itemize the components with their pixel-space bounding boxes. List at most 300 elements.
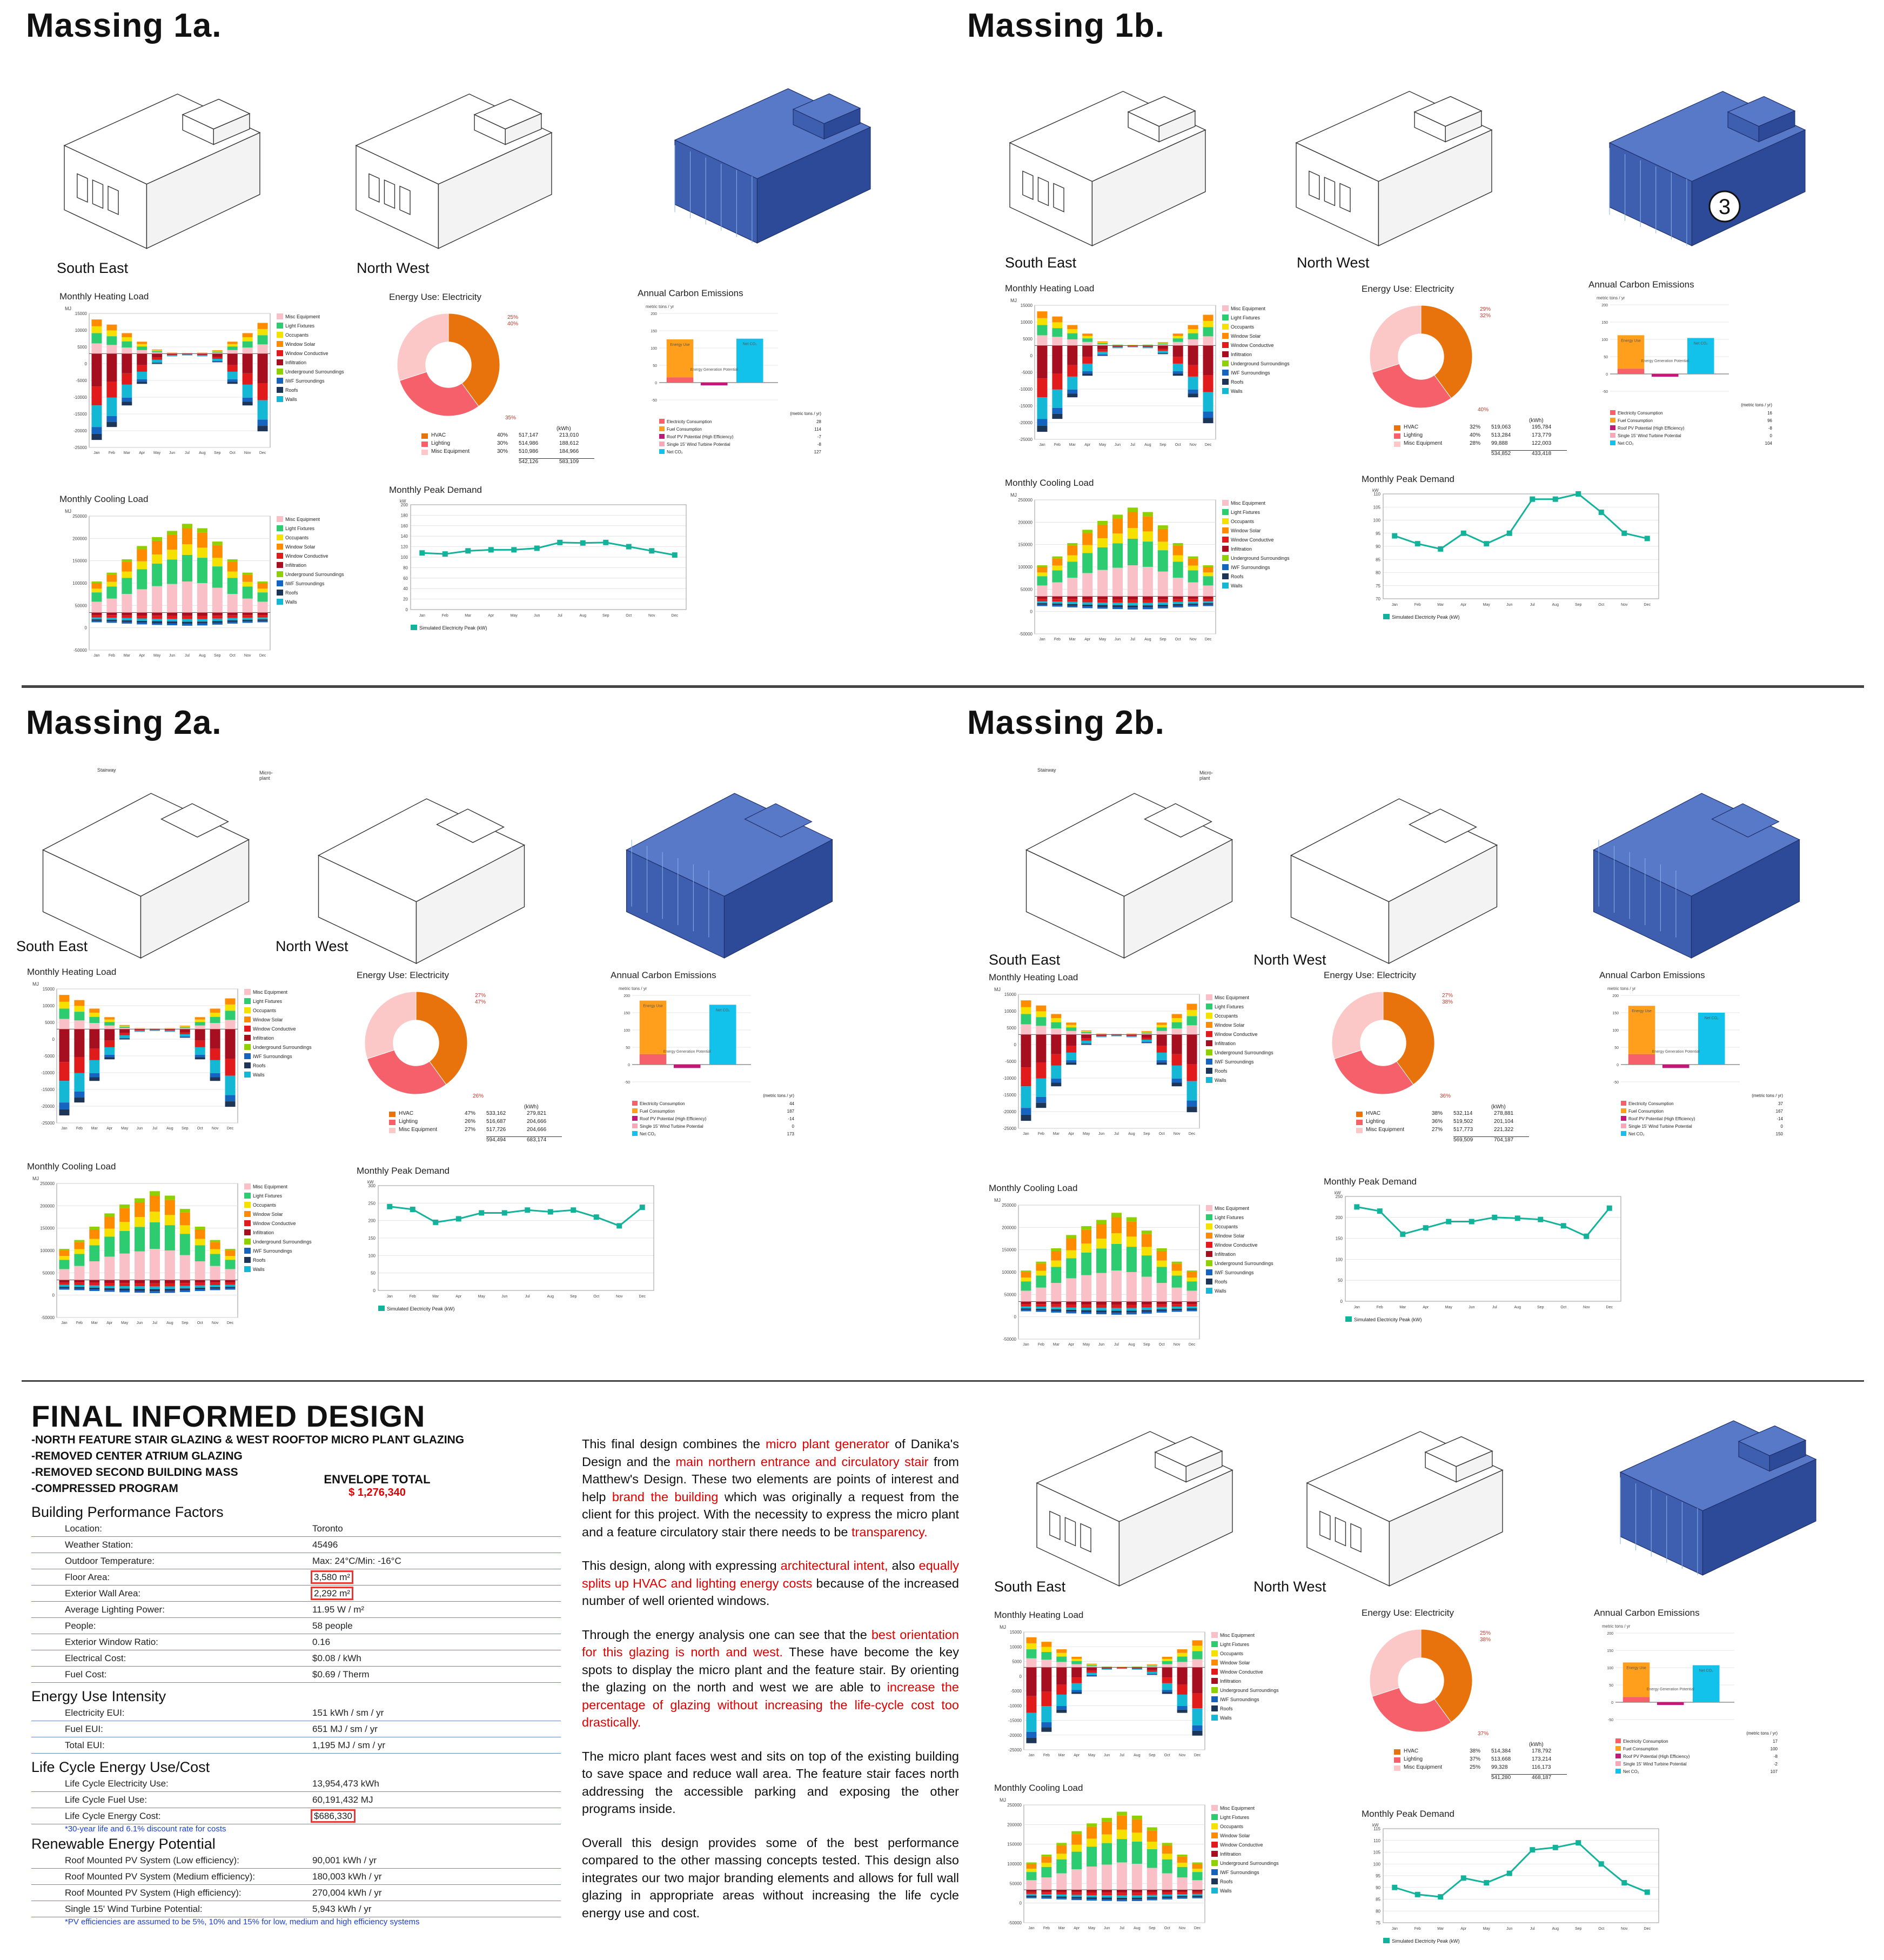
row-key: Life Cycle Electricity Use: — [65, 1778, 169, 1789]
carbon-bar — [1618, 369, 1645, 374]
y-tick: 60 — [403, 576, 408, 581]
legend-swatch — [1211, 1696, 1218, 1702]
bar-segment — [1187, 1307, 1197, 1309]
bar-segment — [1127, 1302, 1137, 1305]
x-tick: Dec — [1188, 1132, 1196, 1136]
bar-segment — [1147, 1667, 1157, 1668]
bar-segment — [89, 1013, 99, 1017]
bar-segment — [1158, 607, 1168, 608]
bar-segment — [165, 1200, 175, 1215]
table-value: -8 — [1773, 1754, 1778, 1759]
bar-segment — [1203, 327, 1213, 336]
x-tick: Apr — [1068, 1343, 1075, 1347]
bar-segment — [1021, 1281, 1031, 1290]
x-tick: Apr — [1084, 638, 1091, 641]
bar-segment — [1096, 1034, 1107, 1035]
row-value: 213,010 — [559, 432, 579, 438]
legend-swatch — [1211, 1715, 1218, 1721]
x-tick: Sep — [1149, 1754, 1156, 1757]
bar-segment — [197, 547, 207, 558]
bar-segment — [1111, 1308, 1122, 1311]
bar-label: Energy Generation Potential — [663, 1050, 711, 1054]
bar-segment — [243, 587, 253, 599]
row-key: Electrical Cost: — [65, 1653, 126, 1663]
bar-segment — [1172, 1014, 1182, 1018]
legend-swatch — [1615, 1754, 1621, 1758]
bar-segment — [1081, 1310, 1091, 1312]
table-value: 173 — [787, 1132, 794, 1136]
peak-point — [616, 1223, 622, 1228]
x-tick: May — [478, 1295, 485, 1299]
performance-row — [31, 1852, 561, 1869]
legend-swatch — [244, 1035, 251, 1041]
bar-segment — [152, 621, 162, 623]
bar-segment — [1157, 1311, 1167, 1313]
legend-swatch — [277, 378, 283, 384]
building-energy-model — [1594, 793, 1800, 958]
bar-segment — [1052, 599, 1062, 601]
y-tick: 115 — [1373, 1827, 1380, 1831]
bar-segment — [1051, 1283, 1061, 1301]
row-key: Total EUI: — [65, 1740, 105, 1750]
bar-segment — [152, 363, 162, 364]
bar-segment — [195, 1283, 205, 1286]
bar-segment — [1157, 1025, 1167, 1027]
x-tick: Sep — [214, 451, 221, 455]
bar-segment — [59, 1062, 69, 1081]
bar-segment — [104, 1029, 115, 1040]
row-value-text: 151 kWh / sm / yr — [312, 1708, 384, 1718]
legend-swatch — [1222, 351, 1229, 357]
bar-segment — [1117, 1892, 1127, 1895]
bar-segment — [1142, 1277, 1152, 1302]
bar-segment — [1172, 1271, 1182, 1276]
x-tick: Mar — [1069, 638, 1076, 641]
bar-segment — [1127, 1310, 1137, 1313]
bar-segment — [1188, 605, 1198, 607]
bar-segment — [1143, 345, 1153, 346]
table-value: 37 — [1778, 1101, 1783, 1106]
table-value: -14 — [788, 1116, 794, 1121]
bar-segment — [210, 1266, 220, 1280]
bar-segment — [119, 1208, 130, 1222]
x-tick: Jul — [1130, 638, 1135, 641]
row-value: 513,284 — [1491, 432, 1511, 438]
bar-segment — [150, 1249, 160, 1280]
row-value-text: 0.16 — [312, 1637, 331, 1647]
bar-segment — [137, 550, 147, 561]
x-tick: Sep — [1575, 603, 1582, 607]
x-tick: Apr — [1460, 1927, 1467, 1931]
bar-segment — [1021, 1115, 1031, 1121]
bar-segment — [150, 1191, 160, 1195]
x-tick: Jul — [1492, 1306, 1497, 1309]
bar-segment — [1041, 1856, 1051, 1863]
legend-swatch — [277, 369, 283, 374]
bar-segment — [1173, 364, 1183, 371]
x-tick: May — [1483, 603, 1490, 607]
building-energy-model — [675, 89, 870, 243]
y-tick: 200 — [400, 503, 408, 507]
y-tick: 250000 — [1007, 1803, 1022, 1808]
bar-segment — [1117, 1890, 1127, 1892]
x-tick: Aug — [1144, 443, 1151, 447]
y-tick: 70 — [1376, 597, 1380, 601]
bar-segment — [122, 385, 132, 398]
bar-segment — [1087, 1823, 1097, 1827]
legend-swatch — [1211, 1650, 1218, 1656]
x-tick: Mar — [1069, 443, 1076, 447]
bar-segment — [197, 624, 207, 626]
heating-load-chart — [65, 306, 344, 455]
bar-segment — [195, 1041, 205, 1047]
x-tick: May — [1483, 1927, 1490, 1931]
x-tick: Jun — [1098, 1343, 1105, 1347]
performance-row — [31, 1586, 561, 1602]
bar-segment — [243, 618, 253, 620]
bar-segment — [1041, 1897, 1051, 1898]
row-value-text: $0.08 / kWh — [312, 1653, 361, 1663]
bar-segment — [1051, 1066, 1061, 1079]
y-tick: 0 — [405, 607, 408, 612]
electricity-title: Energy Use: Electricity — [357, 970, 449, 980]
bar-segment — [182, 613, 192, 616]
y-tick: 50 — [1338, 1278, 1343, 1283]
bar-segment — [104, 1236, 115, 1256]
body-text: Through the energy analysis one can see that the — [582, 1627, 871, 1642]
pct-label: 38% — [1442, 999, 1453, 1005]
bar-segment — [1172, 1054, 1182, 1066]
y-tick: 50000 — [1009, 1881, 1022, 1887]
y-tick: 0 — [1030, 609, 1032, 614]
emphasis-text: equally splits up HVAC and lighting energy costs — [582, 1558, 960, 1590]
bar-segment — [243, 613, 253, 616]
bar-segment — [1041, 1652, 1051, 1660]
y-tick: -50 — [1613, 1081, 1619, 1085]
legend-swatch — [1621, 1116, 1626, 1121]
bar-segment — [1177, 1649, 1188, 1653]
y-tick: 0 — [1019, 1901, 1022, 1906]
bar-segment — [1056, 1656, 1067, 1662]
bar-segment — [1051, 1302, 1061, 1305]
bar-segment — [104, 1283, 115, 1286]
legend-label: IWF Surroundings — [1231, 565, 1270, 570]
window — [1023, 171, 1033, 199]
legend-swatch — [277, 341, 283, 347]
y-tick: -15000 — [1019, 404, 1032, 409]
x-tick: Jan — [1028, 1926, 1035, 1930]
bar-segment — [1037, 585, 1047, 596]
bar-segment — [1051, 1018, 1061, 1022]
table-value: -7 — [817, 434, 821, 439]
peak-point — [1484, 1880, 1489, 1885]
bar-segment — [1051, 1307, 1061, 1309]
bar-segment — [106, 573, 117, 575]
bar-segment — [122, 562, 132, 572]
row-value: 510,986 — [519, 449, 539, 454]
peak-point — [1392, 533, 1397, 539]
bar-segment — [1203, 585, 1213, 596]
bar-segment — [227, 618, 238, 620]
unit-label: MJ — [1000, 1624, 1006, 1630]
row-value-text: Max: 24°C/Min: -16°C — [312, 1556, 401, 1566]
y-tick: 0 — [1030, 353, 1032, 358]
legend-swatch — [421, 433, 428, 439]
row-value — [312, 1792, 561, 1808]
legend-swatch — [277, 350, 283, 356]
bar-segment — [1051, 1014, 1061, 1018]
bar-segment — [210, 1287, 220, 1289]
bar-segment — [1142, 1234, 1152, 1247]
panel-graphics — [0, 697, 918, 1362]
x-tick: Jun — [1114, 638, 1121, 641]
row-key: Roof Mounted PV System (Medium efficiency): — [65, 1871, 256, 1882]
bar-segment — [59, 995, 69, 1002]
x-tick: Nov — [616, 1295, 623, 1299]
bar-segment — [1071, 1661, 1082, 1664]
peak-point — [1438, 1894, 1443, 1899]
y-tick: 250000 — [40, 1181, 55, 1186]
bar-segment — [152, 363, 162, 364]
bar-segment — [135, 1283, 145, 1286]
x-tick: Jan — [93, 654, 100, 658]
bar-segment — [59, 1269, 69, 1280]
bar-segment — [243, 582, 253, 587]
legend-swatch — [1222, 518, 1229, 524]
bar-segment — [59, 1029, 69, 1062]
bar-segment — [225, 1250, 236, 1256]
legend-label: Roofs — [1215, 1279, 1228, 1285]
bar-segment — [243, 573, 253, 575]
bar-segment — [1117, 1862, 1127, 1890]
bar-segment — [1192, 1640, 1203, 1645]
bar-segment — [59, 1256, 69, 1260]
peak-point — [1392, 1885, 1397, 1890]
bar-segment — [197, 355, 207, 356]
bar-segment — [1132, 1816, 1142, 1819]
bar-segment — [1128, 565, 1138, 596]
bar-segment — [227, 613, 238, 616]
bar-segment — [1036, 1062, 1046, 1079]
bar-segment — [1157, 1062, 1167, 1065]
unit-label: metric tons / yr — [1602, 1624, 1631, 1629]
bar-segment — [1143, 607, 1153, 610]
x-tick: Mar — [432, 1295, 439, 1299]
x-tick: Nov — [211, 1321, 219, 1325]
cooling-title: Monthly Cooling Load — [989, 1183, 1078, 1193]
pct-label: 25% — [1480, 1630, 1491, 1636]
legend-swatch — [1211, 1641, 1218, 1647]
heating-title: Monthly Heating Load — [27, 967, 117, 977]
bar-segment — [1087, 1895, 1097, 1897]
bar-segment — [1132, 1864, 1142, 1890]
x-tick: Jun — [1114, 443, 1121, 447]
x-tick: Sep — [1575, 1927, 1582, 1931]
bar-segment — [1203, 605, 1213, 606]
bar-segment — [74, 1012, 84, 1020]
legend-swatch — [1610, 425, 1615, 430]
bar-segment — [150, 1287, 160, 1289]
bar-segment — [89, 1280, 99, 1283]
performance-row — [31, 1776, 561, 1792]
table-row — [389, 1111, 567, 1119]
bar-segment — [1087, 1664, 1097, 1665]
bar-segment — [1087, 1838, 1097, 1847]
y-tick: 10000 — [1004, 1009, 1016, 1014]
bar-segment — [243, 347, 253, 353]
performance-row — [31, 1705, 561, 1721]
x-tick: Oct — [229, 451, 236, 455]
bar-segment — [1158, 525, 1168, 529]
bar-segment — [1071, 1657, 1082, 1659]
carbon-title: Annual Carbon Emissions — [1594, 1608, 1700, 1618]
y-tick: -20000 — [1008, 1732, 1022, 1738]
legend-label: Window Solar — [1231, 528, 1261, 533]
bar-segment — [119, 1205, 130, 1208]
legend-swatch — [1394, 433, 1400, 439]
x-tick: Jun — [501, 1295, 508, 1299]
bar-segment — [1026, 1862, 1036, 1864]
bar-segment — [1117, 1667, 1127, 1668]
bar-segment — [1111, 1034, 1122, 1035]
bar-segment — [1021, 1270, 1031, 1272]
legend-swatch — [1345, 1316, 1352, 1322]
bar-segment — [195, 1261, 205, 1280]
legend-swatch — [1222, 537, 1229, 543]
x-tick: Jun — [1103, 1754, 1110, 1757]
building-northwest — [356, 94, 552, 249]
bar-segment — [225, 1011, 236, 1020]
bar-segment — [225, 1005, 236, 1011]
bar-segment — [1127, 1034, 1137, 1035]
bar-segment — [1172, 1302, 1182, 1305]
legend-label: Occupants — [1215, 1013, 1238, 1019]
bar-segment — [74, 1285, 84, 1287]
bar-segment — [91, 427, 102, 434]
bar-label: Energy Generation Potential — [1646, 1688, 1694, 1691]
bar-segment — [1203, 375, 1213, 392]
bar-segment — [1066, 1258, 1076, 1278]
bar-segment — [1158, 597, 1168, 600]
row-value: 514,986 — [519, 440, 539, 446]
y-tick: -50000 — [73, 648, 87, 653]
window — [77, 174, 88, 202]
legend-swatch — [277, 323, 283, 329]
bar-segment — [106, 621, 117, 623]
bar-segment — [152, 358, 162, 360]
bar-segment — [1143, 512, 1153, 516]
bar-segment — [1066, 1062, 1076, 1065]
bar-segment — [1112, 533, 1123, 543]
pct-label: 40% — [1478, 407, 1489, 413]
bar-segment — [1172, 1028, 1182, 1034]
bar-segment — [1066, 1310, 1076, 1312]
bar-segment — [1127, 1308, 1137, 1310]
bar-segment — [1147, 1674, 1157, 1675]
legend-label: Window Solar — [1215, 1022, 1245, 1028]
y-tick: -25000 — [1003, 1126, 1016, 1131]
bar-segment — [227, 342, 238, 344]
bar-segment — [1037, 325, 1047, 335]
y-tick: 85 — [1376, 557, 1380, 563]
view-label-north-west: North West — [276, 938, 348, 954]
bar-segment — [195, 1029, 205, 1040]
row-value: 99,328 — [1491, 1764, 1508, 1770]
bar-segment — [1096, 1224, 1107, 1239]
bar-segment — [1097, 342, 1108, 343]
bar-segment — [195, 1057, 205, 1059]
legend-swatch — [277, 516, 283, 522]
bar-segment — [1188, 601, 1198, 604]
bar-segment — [1147, 1895, 1157, 1897]
bar-segment — [1173, 546, 1183, 556]
bar-segment — [1051, 1034, 1061, 1054]
panel-graphics — [940, 697, 1859, 1362]
bar-segment — [1127, 1272, 1137, 1302]
legend-label: Occupants — [285, 332, 309, 338]
bar-segment — [1041, 1667, 1051, 1691]
x-tick: Feb — [76, 1321, 83, 1325]
bar-segment — [1066, 1022, 1076, 1025]
x-tick: May — [1088, 1754, 1096, 1757]
y-tick: -50000 — [1003, 1337, 1016, 1342]
bar-segment — [1112, 543, 1123, 567]
window — [1054, 184, 1064, 212]
legend-label: Light Fixtures — [285, 526, 315, 531]
y-tick: 0 — [84, 362, 87, 366]
bar-segment — [1082, 606, 1092, 608]
row-key: Roof Mounted PV System (Low efficiency): — [65, 1855, 239, 1865]
bar-segment — [89, 1288, 99, 1289]
carbon-bar — [667, 377, 694, 383]
table-value: 104 — [1765, 441, 1772, 446]
bar-segment — [225, 1285, 236, 1287]
bar-segment — [1127, 1247, 1137, 1272]
y-tick: 95 — [1376, 1874, 1380, 1878]
bar-segment — [1026, 1869, 1036, 1872]
row-value: 519,063 — [1491, 424, 1511, 430]
bar-segment — [1037, 567, 1047, 572]
bar-segment — [1173, 606, 1183, 607]
donut-hole — [1398, 1657, 1444, 1704]
bar-segment — [1157, 1022, 1167, 1025]
bar-segment — [1128, 606, 1138, 608]
legend-label: Underground Surroundings — [1220, 1861, 1279, 1866]
row-value: 173,214 — [1532, 1756, 1552, 1762]
bar-segment — [1037, 426, 1047, 432]
peak-point — [571, 1207, 576, 1213]
bar-segment — [225, 1280, 236, 1282]
bar-segment — [1052, 597, 1062, 599]
row-pct: 28% — [1470, 440, 1481, 446]
carbon-chart — [1607, 986, 1784, 1136]
bar-segment — [1052, 373, 1062, 390]
bar-segment — [59, 1280, 69, 1282]
unit-label: MJ — [32, 981, 39, 987]
bar-segment — [227, 382, 238, 384]
bar-segment — [1157, 1302, 1167, 1305]
peak-point — [1469, 1219, 1474, 1225]
body-text: This final design combines the — [582, 1437, 766, 1451]
pct-label: 25% — [507, 315, 519, 320]
bar-segment — [1087, 1892, 1097, 1895]
x-tick: Oct — [1598, 1927, 1605, 1931]
pct-label: 47% — [475, 999, 486, 1005]
row-value-text: 180,003 kWh / yr — [312, 1871, 382, 1882]
bar-segment — [1096, 1305, 1107, 1308]
legend-swatch — [1206, 1077, 1212, 1083]
bar-segment — [1082, 371, 1092, 373]
